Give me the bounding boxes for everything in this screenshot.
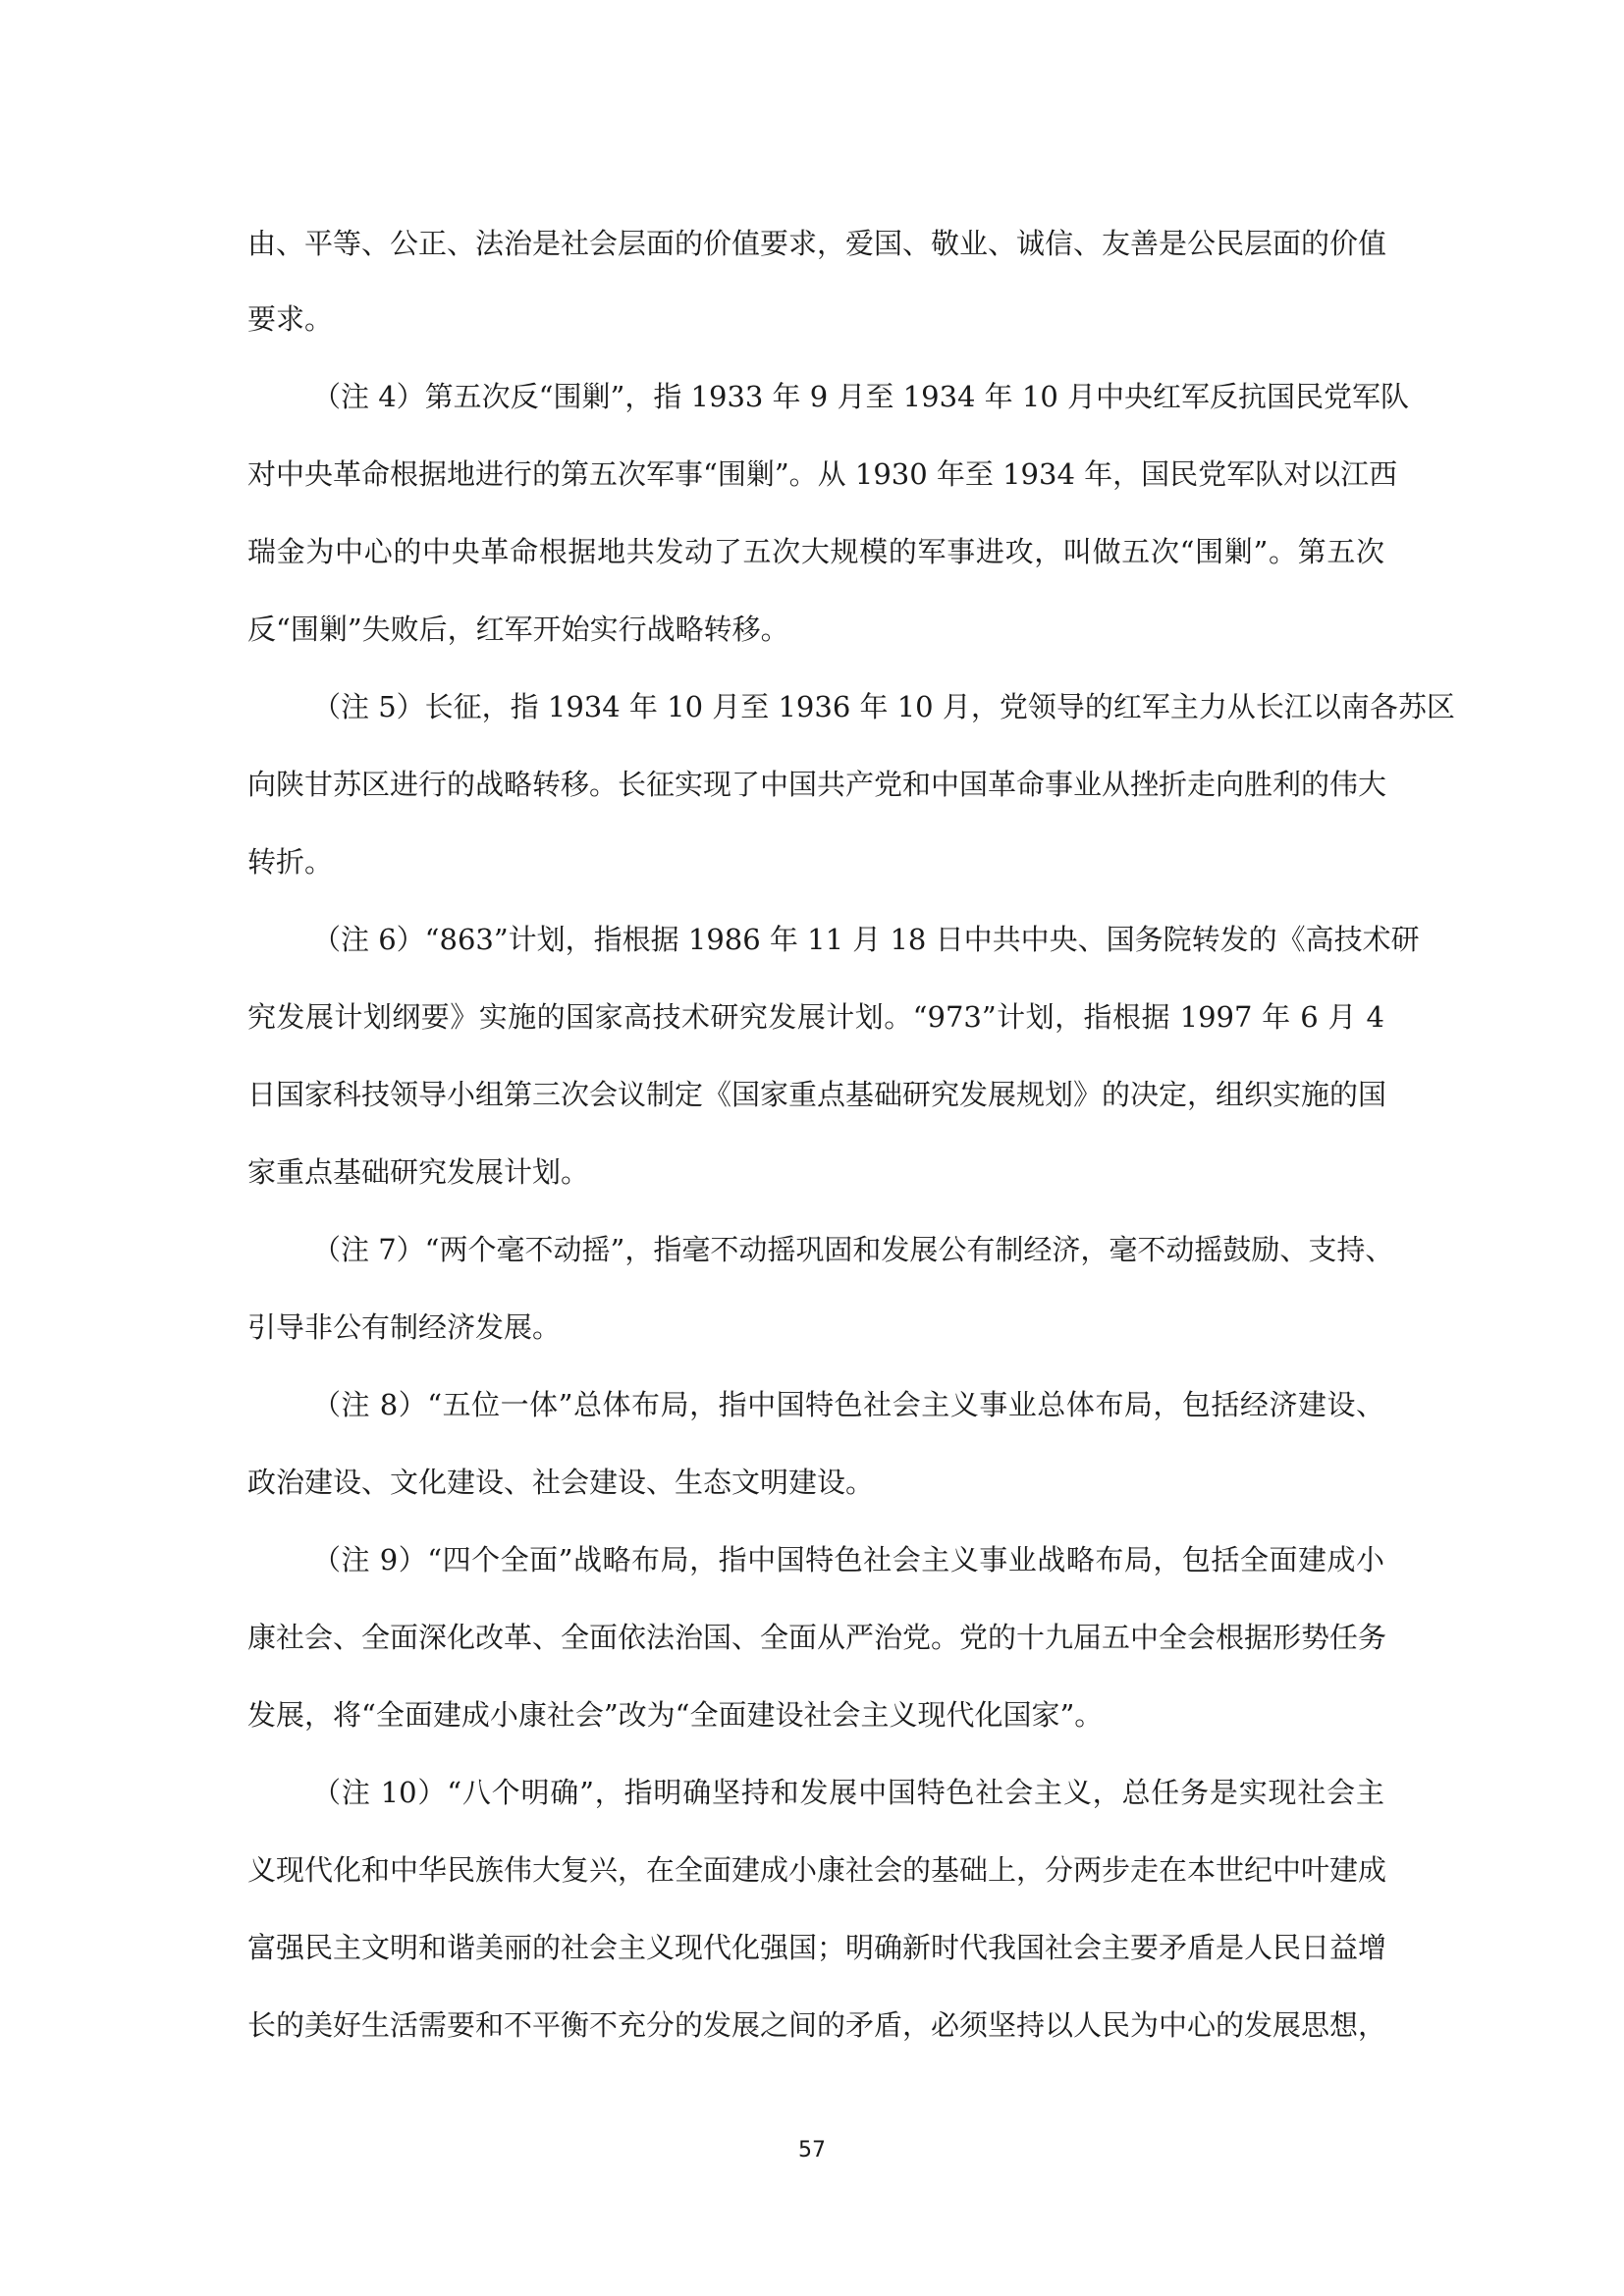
text-line: 瑞金为中心的中央革命根据地共发动了五次大规模的军事进攻，叫做五次“围剿”。第五次 — [247, 535, 1384, 568]
text-line: 富强民主文明和谐美丽的社会主义现代化强国；明确新时代我国社会主要矛盾是人民日益增 — [247, 1931, 1387, 1964]
text-line: 由、平等、公正、法治是社会层面的价值要求，爱国、敬业、诚信、友善是公民层面的价值 — [247, 227, 1387, 260]
note-10-heading-line: （注 10）“八个明确”，指明确坚持和发展中国特色社会主义，总任务是实现社会主 — [312, 1776, 1384, 1809]
text-line: 日国家科技领导小组第三次会议制定《国家重点基础研究发展规划》的决定，组织实施的国 — [247, 1078, 1387, 1111]
text-line: 义现代化和中华民族伟大复兴，在全面建成小康社会的基础上，分两步走在本世纪中叶建成 — [247, 1853, 1387, 1887]
note-8-heading-line: （注 8）“五位一体”总体布局，指中国特色社会主义事业总体布局，包括经济建设、 — [312, 1388, 1384, 1421]
note-5-heading-line: （注 5）长征，指 1934 年 10 月至 1936 年 10 月，党领导的红军主力从长江以南各苏区 — [312, 690, 1455, 723]
text-line: 发展，将“全面建成小康社会”改为“全面建设社会主义现代化国家”。 — [247, 1698, 1104, 1732]
text-line: 家重点基础研究发展计划。 — [247, 1155, 590, 1189]
text-line: 转折。 — [247, 845, 334, 879]
text-line: 对中央革命根据地进行的第五次军事“围剿”。从 1930 年至 1934 年，国民党军队对以江西 — [247, 457, 1398, 491]
text-line: 康社会、全面深化改革、全面依法治国、全面从严治党。党的十九届五中全会根据形势任务 — [247, 1621, 1387, 1654]
note-6-heading-line: （注 6）“863”计划，指根据 1986 年 11 月 18 日中共中央、国务院转发的《高技术研 — [312, 923, 1420, 956]
note-7-heading-line: （注 7）“两个毫不动摇”，指毫不动摇巩固和发展公有制经济，毫不动摇鼓励、支持、 — [312, 1233, 1394, 1266]
note-4-heading-line: （注 4）第五次反“围剿”，指 1933 年 9 月至 1934 年 10 月中央红军反抗国民党军队 — [312, 380, 1410, 413]
text-line: 政治建设、文化建设、社会建设、生态文明建设。 — [247, 1466, 875, 1499]
text-line: 长的美好生活需要和不平衡不充分的发展之间的矛盾，必须坚持以人民为中心的发展思想， — [247, 2008, 1387, 2042]
page-number: 57 — [798, 2138, 826, 2163]
text-line: 反“围剿”失败后，红军开始实行战略转移。 — [247, 613, 789, 646]
text-line: 究发展计划纲要》实施的国家高技术研究发展计划。“973”计划，指根据 1997 年 6 月 4 — [247, 1000, 1384, 1034]
note-9-heading-line: （注 9）“四个全面”战略布局，指中国特色社会主义事业战略布局，包括全面建成小 — [312, 1543, 1384, 1576]
text-line: 引导非公有制经济发展。 — [247, 1310, 562, 1344]
text-line: 要求。 — [247, 302, 334, 336]
text-line: 向陕甘苏区进行的战略转移。长征实现了中国共产党和中国革命事业从挫折走向胜利的伟大 — [247, 768, 1387, 801]
